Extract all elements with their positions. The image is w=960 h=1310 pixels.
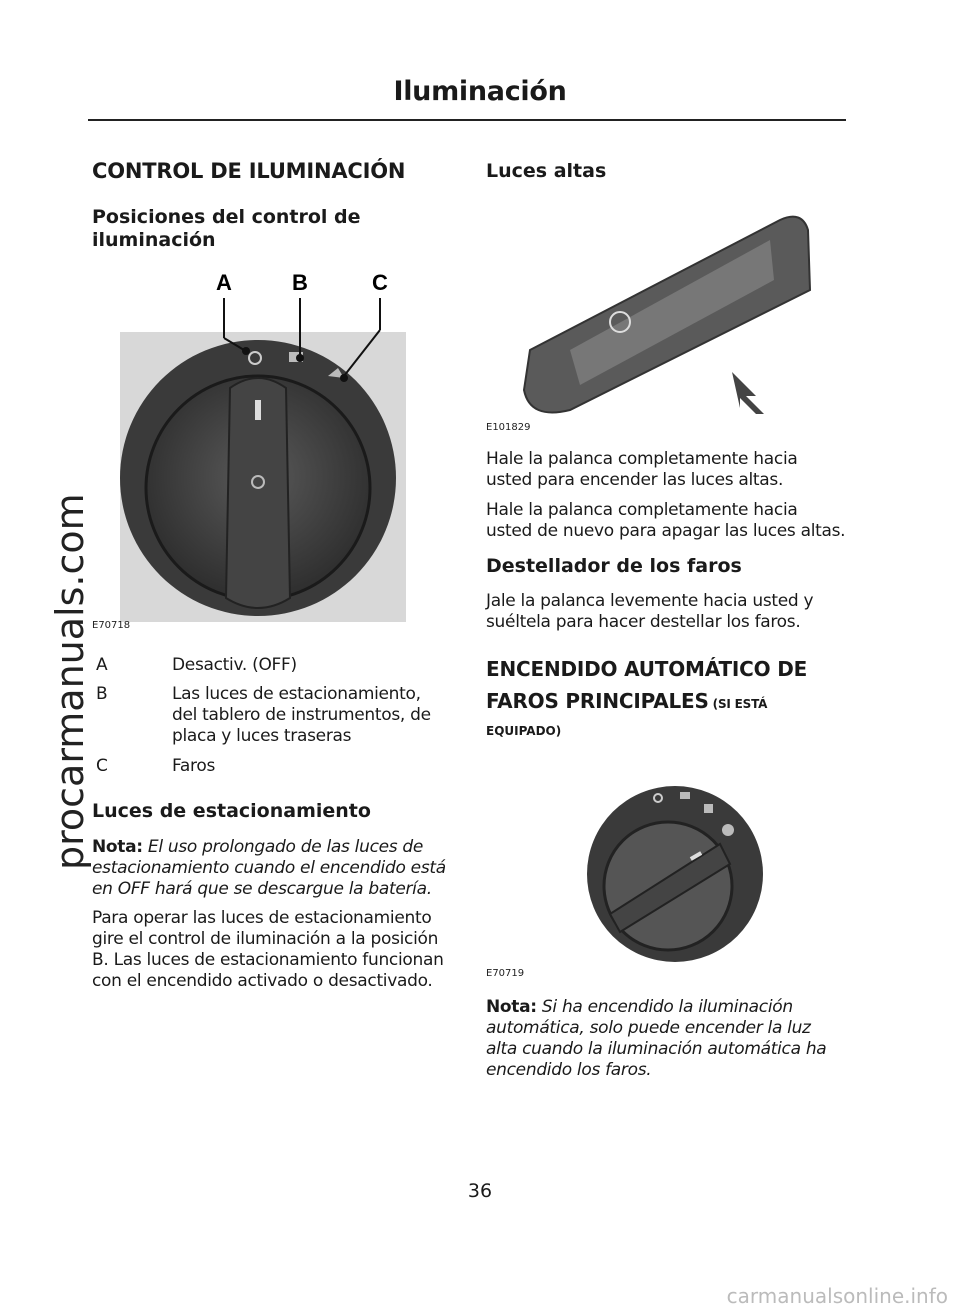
footer-watermark: carmanualsonline.info xyxy=(726,1284,948,1308)
high-beam-section xyxy=(486,160,846,183)
parking-title: Luces de estacionamiento xyxy=(92,800,371,822)
legend-value: Desactiv. (OFF) xyxy=(172,655,297,675)
note-label: Nota: xyxy=(486,997,537,1017)
side-watermark xyxy=(18,490,92,890)
high-beam-p1 xyxy=(486,449,846,491)
high-beam-title: Luces altas xyxy=(486,160,607,182)
legend-row-c xyxy=(96,756,456,777)
note-text: El uso prolongado de las luces de estacionamiento cuando el encendido está en OFF hará que se descargue la batería. xyxy=(92,837,446,899)
parking-section xyxy=(92,800,452,823)
parking-body-text: Para operar las luces de estacionamiento gire el control de iluminación a la posición B. Las luces de estacionamiento funcionan con el encendido activado o desactivado. xyxy=(92,908,444,991)
knob-indicator xyxy=(255,400,261,420)
page-number: 36 xyxy=(467,1180,493,1202)
callout-c: C xyxy=(372,270,388,295)
header-divider xyxy=(88,119,846,121)
figure2-code: E70719 xyxy=(486,968,525,979)
note-text: Si ha encendido la iluminación automática, solo puede encender la luz alta cuando la iluminación automática ha encendido los faros. xyxy=(486,997,827,1080)
legend-key: A xyxy=(96,655,108,675)
auto-mode-icon xyxy=(722,824,734,836)
high-beam-p2-text: Hale la palanca completamente hacia usted de nuevo para apagar las luces altas. xyxy=(486,500,846,541)
legend-row-b xyxy=(96,684,456,748)
lighting-control-figure xyxy=(118,268,408,624)
subsection-title-positions xyxy=(92,206,392,252)
legend-value: Las luces de estacionamiento, del tablero de instrumentos, de placa y luces traseras xyxy=(172,684,431,746)
legend-key: C xyxy=(96,756,108,776)
high-beam-p2 xyxy=(486,500,846,542)
figure1-code: E101829 xyxy=(486,422,531,433)
auto-section-title xyxy=(486,656,856,738)
flash-title: Destellador de los faros xyxy=(486,555,742,577)
legend-key: B xyxy=(96,684,108,704)
figure-code: E70718 xyxy=(92,620,131,631)
page-title: Iluminación xyxy=(393,76,567,107)
legend-value: Faros xyxy=(172,756,216,776)
auto-parking-icon xyxy=(680,792,690,799)
flash-body-text: Jale la palanca levemente hacia usted y suéltela para hacer destellar los faros. xyxy=(486,591,814,632)
side-watermark-text: procarmanuals.com xyxy=(48,493,92,870)
section-title: CONTROL DE ILUMINACIÓN xyxy=(92,159,406,183)
section-title-lighting-control xyxy=(92,158,452,185)
auto-lamp-figure xyxy=(580,774,770,964)
note-label: Nota: xyxy=(92,837,143,857)
auto-note xyxy=(486,997,846,1081)
auto-title-suffix: (SI ESTÁ xyxy=(708,697,768,711)
auto-title-suffix2: EQUIPADO) xyxy=(486,724,562,738)
parking-note xyxy=(92,837,452,900)
callout-a: A xyxy=(216,270,232,295)
high-beam-p1-text: Hale la palanca completamente hacia usted para encender las luces altas. xyxy=(486,449,798,490)
subsection-title: Posiciones del control de iluminación xyxy=(92,206,361,251)
parking-body xyxy=(92,908,452,992)
flash-body xyxy=(486,591,846,633)
auto-title-line1: ENCENDIDO AUTOMÁTICO DE xyxy=(486,657,808,681)
auto-title-line2-wrap xyxy=(486,688,856,714)
auto-headlamp-icon xyxy=(704,804,713,813)
turn-lever-figure xyxy=(510,200,816,418)
callout-b: B xyxy=(292,270,308,295)
legend-row-a xyxy=(96,655,456,676)
flash-section xyxy=(486,555,846,578)
auto-title-line2: FAROS PRINCIPALES xyxy=(486,689,709,713)
